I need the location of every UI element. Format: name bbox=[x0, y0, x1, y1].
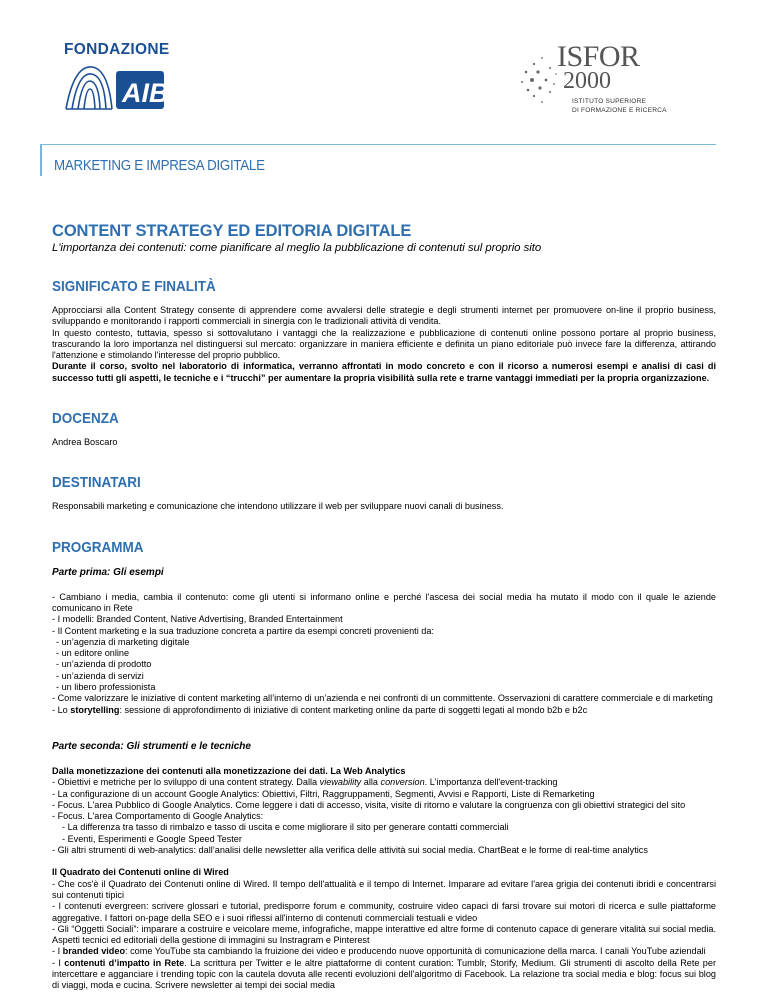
list-item bbox=[52, 946, 716, 957]
list-item: - Gli altri strumenti di web-analytics: dall’analisi delle newsletter alla verifica delle attività sui social media. ChartBeat e le forme di real-time analytics bbox=[52, 845, 648, 856]
list-item: - La configurazione di un account Google Analytics: Obiettivi, Filtri, Raggruppamenti, Segmenti, Avvisi e Rapporti, Liste di Remarketing bbox=[52, 788, 595, 799]
significato-paragraph-2: In questo contesto, tuttavia, spesso si sottovalutano i vantaggi che la realizzazione e pubblicazione di contenuti online possono portare al proprio business, trascurando la loro importanza nel distinguersi sul mercato: organizzare in maniera efficiente e definita un piano editoriale può invece fare la differenza, attirando l'attenzione e stimolando l'interesse del proprio pubblico. bbox=[52, 327, 716, 361]
list-item-emphasis: storytelling bbox=[70, 704, 120, 715]
list-item: - Focus. L'area Pubblico di Google Analytics. Come leggere i dati di accesso, visita, visite di ritorno e valutare la congruenza con gli obiettivi strategici del sito bbox=[52, 799, 686, 810]
list-subitem: - un’azienda di prodotto bbox=[56, 659, 152, 670]
section-heading-programma: PROGRAMMA bbox=[52, 538, 144, 556]
list-item-storytelling bbox=[52, 705, 716, 716]
list-item: - Che cos'è il Quadrato dei Contenuti online di Wired. Il tempo dell'attualità e il tempo di Internet. Imparare ad evitare l'area grigia dei contenuti ibridi e concentrarsi sui contenuti tipici bbox=[52, 878, 716, 900]
course-document bbox=[52, 222, 716, 992]
fondazione-aib-logo bbox=[64, 42, 174, 110]
list-item: - I contenuti evergreen: scrivere glossari e tutorial, predisporre forum e community, costruire video capaci di farsi trovare sui motori di ricerca e sulle piattaforme aggregative. I fattori on-page della SEO e i suoi riflessi all'interno di contenuti commerciali testuali e video bbox=[52, 901, 716, 923]
aib-mark-text: AIB bbox=[122, 78, 169, 108]
list-item-rest: . La scrittura per Twitter e le altre piattaforme di content curation: Tumblr, Storify, Medium. Gli strumenti di ascolto della Rete per intercettare e agganciare i trending topic con la cautela dovuta alle recenti evoluzioni dell'algoritmo di Facebook. La relazione tra social media e blog: focus sui blog di viaggi, moda e cucina. Scrivere newsletter ai tempi dei social media bbox=[52, 957, 716, 991]
list-item-prefix: - I bbox=[52, 946, 63, 957]
list-subitem: - un’agenzia di marketing digitale bbox=[56, 636, 190, 647]
isfor-subtitle bbox=[572, 97, 667, 115]
list-item bbox=[52, 958, 716, 992]
list-item: - Focus. L'area Comportamento di Google Analytics: bbox=[52, 811, 264, 822]
list-item bbox=[52, 777, 716, 788]
fondazione-wordmark: FONDAZIONE bbox=[64, 41, 170, 58]
list-item: - Il Content marketing e la sua traduzione concreta a partire da esempi concreti provenienti da: bbox=[52, 625, 434, 636]
list-subitem: - un editore online bbox=[56, 648, 130, 659]
programma-part-2-analytics bbox=[52, 766, 716, 856]
list-item-emphasis: conversion bbox=[380, 777, 425, 788]
list-subitem: - un’azienda di servizi bbox=[56, 670, 144, 681]
significato-paragraph-3: Durante il corso, svolto nel laboratorio di informatica, verranno affrontati in modo concreto e con il ricorso a numerosi esempi e analisi di casi di successo tutti gli aspetti, le tecniche e i “trucchi” per aumentare la propria visibilità sulla rete e trarne vantaggi immediati per la propria organizzazione. bbox=[52, 361, 716, 383]
subsection-heading-wired: Il Quadrato dei Contenuti online di Wired bbox=[52, 867, 229, 878]
list-item: - Gli “Oggetti Sociali”: imparare a costruire e veicolare meme, infografiche, mappe interattive ed altre forme di contenuto capace di generare vitalità sui social media. Aspetti tecnici ed editoriali della gestione di immagini su Instragram e Pinterest bbox=[52, 923, 716, 946]
course-title: CONTENT STRATEGY ED EDITORIA DIGITALE bbox=[52, 222, 412, 240]
significato-body bbox=[52, 305, 716, 384]
course-subtitle: L'importanza dei contenuti: come pianificare al meglio la pubblicazione di contenuti sul proprio sito bbox=[52, 242, 542, 254]
section-heading-destinatari: DESTINATARI bbox=[52, 474, 141, 492]
programma-part-2-wired bbox=[52, 867, 716, 991]
list-item: - Cambiano i media, cambia il contenuto: come gli utenti si informano online e perché l'ascesa dei social media ha mutato il modo con il quale le aziende comunicano in Rete bbox=[52, 591, 716, 613]
list-item: - Come valorizzare le iniziative di content marketing all’interno di un’azienda e nei confronti di un committente. Osservazioni di carattere commerciale e di marketing bbox=[52, 693, 713, 704]
docenza-text: Andrea Boscaro bbox=[52, 437, 118, 448]
fondazione-emblem-icon bbox=[64, 61, 174, 113]
programma-part-1-title: Parte prima: Gli esempi bbox=[52, 566, 164, 578]
list-item-rest: . L'importanza dell'event-tracking bbox=[424, 777, 558, 788]
list-item-join: alla bbox=[361, 777, 381, 788]
list-subitem: - un libero professionista bbox=[56, 682, 156, 693]
significato-paragraph-1: Approcciarsi alla Content Strategy consente di apprendere come avvalersi delle strategie e degli strumenti internet per promuovere on-line il proprio business, sviluppando e monitorando i rapporti commerciali in sinergia con le tradizionali attività di vendita. bbox=[52, 305, 716, 327]
programma-part-2-title: Parte seconda: Gli strumenti e le tecniche bbox=[52, 740, 251, 752]
list-item-emphasis: branded video bbox=[62, 946, 126, 957]
list-item-rest: : come YouTube sta cambiando la fruizione dei video e producendo nuove opportunità di comunicazione della marca. I canali YouTube aziendali bbox=[125, 946, 706, 957]
isfor-wordmark: ISFOR bbox=[557, 40, 640, 73]
list-item-prefix: - I bbox=[52, 957, 65, 968]
list-item-emphasis: contenuti d’impatto in Rete bbox=[64, 957, 185, 968]
list-item-prefix: - Lo bbox=[52, 704, 71, 715]
section-heading-significato: SIGNIFICATO E FINALITÀ bbox=[52, 278, 216, 295]
subsection-heading-analytics: Dalla monetizzazione dei contenuti alla monetizzazione dei dati. La Web Analytics bbox=[52, 765, 406, 776]
list-item: - I modelli: Branded Content, Native Advertising, Branded Entertainment bbox=[52, 614, 343, 625]
list-item-prefix: - Obiettivi e metriche per lo sviluppo di una content strategy. Dalla bbox=[52, 777, 320, 788]
isfor-subtitle-line-2: DI FORMAZIONE E RICERCA bbox=[572, 107, 667, 114]
category-banner-text: MARKETING E IMPRESA DIGITALE bbox=[54, 158, 265, 174]
list-subitem: - La differenza tra tasso di rimbalzo e tasso di uscita e come migliorare il sito per generare contatti commerciali bbox=[62, 822, 509, 833]
list-item-rest: : sessione di approfondimento di iniziative di content marketing online da parte di soggetti legati al mondo b2b e b2c bbox=[119, 704, 588, 715]
list-subitem: - Eventi, Esperimenti e Google Speed Tester bbox=[62, 833, 242, 844]
category-banner bbox=[40, 144, 716, 176]
isfor-year: 2000 bbox=[563, 68, 611, 94]
programma-part-1-list bbox=[52, 592, 716, 716]
destinatari-text: Responsabili marketing e comunicazione che intendono utilizzare il web per sviluppare nuovi canali di business. bbox=[52, 501, 504, 512]
section-heading-docenza: DOCENZA bbox=[52, 410, 119, 428]
isfor-subtitle-line-1: ISTITUTO SUPERIORE bbox=[572, 98, 647, 105]
list-item-emphasis: viewability bbox=[319, 777, 362, 788]
isfor-2000-logo bbox=[520, 38, 720, 128]
